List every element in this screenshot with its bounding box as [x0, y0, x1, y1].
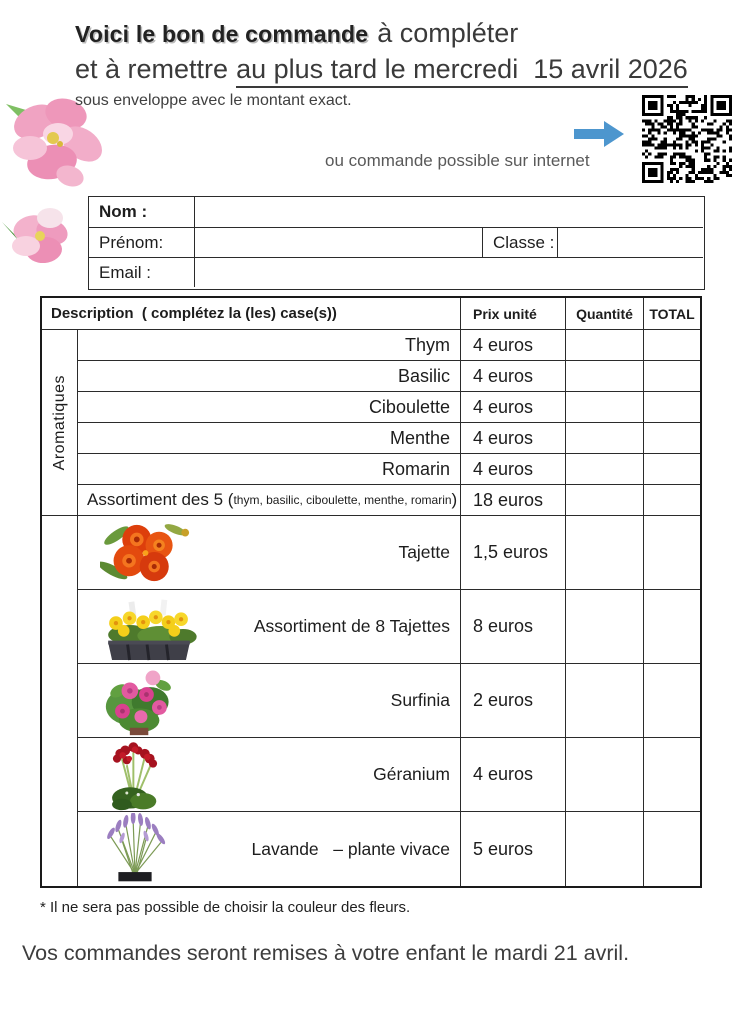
product-row	[77, 663, 460, 737]
product-price: 1,5 euros	[460, 515, 565, 589]
product-name: Thym	[77, 329, 460, 360]
order-table	[40, 296, 702, 888]
quantity-cell	[565, 811, 643, 886]
lavender-image	[100, 813, 170, 885]
product-price: 4 euros	[460, 329, 565, 360]
assortment-name-detail: thym, basilic, ciboulette, menthe, romarin	[233, 493, 452, 507]
right-arrow-icon	[574, 120, 624, 148]
document-title	[75, 18, 720, 110]
pink-surfinia-image	[100, 665, 180, 737]
total-cell	[643, 811, 700, 886]
quantity-cell	[565, 589, 643, 663]
assortment-name-close: )	[451, 490, 458, 509]
total-cell	[643, 360, 700, 391]
product-price: 4 euros	[460, 360, 565, 391]
quantity-cell	[565, 391, 643, 422]
assortment-name-main: Assortiment des 5 (	[87, 490, 234, 509]
quantity-cell	[565, 422, 643, 453]
title-rest-text: à compléter	[377, 18, 519, 48]
product-row	[77, 589, 460, 663]
quantity-cell	[565, 737, 643, 811]
product-price: 8 euros	[460, 589, 565, 663]
title-line-2	[75, 54, 720, 85]
aromatiques-label: Aromatiques	[50, 374, 68, 471]
product-price: 4 euros	[460, 391, 565, 422]
category-cell-empty	[42, 515, 77, 886]
assortment-name	[77, 484, 460, 515]
total-cell	[643, 391, 700, 422]
deadline-underlined-text: au plus tard le mercredi 15 avril 2026	[236, 54, 688, 88]
product-row	[77, 811, 460, 886]
prenom-field	[194, 227, 482, 257]
product-price: 18 euros	[460, 484, 565, 515]
email-field	[194, 257, 703, 287]
title-line-3: sous enveloppe avec le montant exact.	[75, 92, 352, 109]
nom-field	[194, 197, 703, 227]
quantity-cell	[565, 663, 643, 737]
internet-order-note: ou commande possible sur internet	[325, 151, 590, 170]
prenom-label: Prénom:	[89, 227, 194, 257]
product-name: Romarin	[77, 453, 460, 484]
product-price: 2 euros	[460, 663, 565, 737]
total-cell	[643, 737, 700, 811]
quantity-cell	[565, 515, 643, 589]
product-name: Lavande – plante vivace	[251, 838, 450, 859]
tajette-tray-image	[100, 592, 198, 662]
total-cell	[643, 453, 700, 484]
identity-table	[88, 196, 705, 290]
product-row	[77, 515, 460, 589]
total-cell	[643, 329, 700, 360]
email-label: Email :	[89, 257, 194, 287]
product-name: Assortiment de 8 Tajettes	[253, 616, 450, 636]
quantity-header: Quantité	[565, 298, 643, 329]
title-line-1	[75, 18, 720, 49]
total-header: TOTAL	[643, 298, 700, 329]
classe-label: Classe :	[482, 227, 557, 257]
delivery-note: Vos commandes seront remises à votre enfant le mardi 21 avril.	[22, 941, 630, 965]
qr-code	[642, 95, 732, 183]
color-choice-note: * Il ne sera pas possible de choisir la couleur des fleurs.	[40, 899, 411, 916]
title-line2-prefix: et à remettre	[75, 54, 229, 84]
product-name: Géranium	[373, 764, 450, 784]
product-name: Surfinia	[390, 690, 450, 710]
quantity-cell	[565, 484, 643, 515]
product-price: 4 euros	[460, 422, 565, 453]
pink-blossom-bottom	[2, 208, 71, 265]
total-cell	[643, 589, 700, 663]
product-price: 4 euros	[460, 453, 565, 484]
product-price: 4 euros	[460, 737, 565, 811]
total-cell	[643, 515, 700, 589]
nom-label: Nom :	[99, 202, 148, 221]
title-bold-text: Voici le bon de commande	[75, 21, 369, 47]
unit-price-header: Prix unité	[460, 298, 565, 329]
category-cell	[42, 329, 77, 515]
total-cell	[643, 484, 700, 515]
orange-tajette-image	[100, 518, 192, 588]
product-row	[77, 737, 460, 811]
total-cell	[643, 663, 700, 737]
total-cell	[643, 422, 700, 453]
quantity-cell	[565, 329, 643, 360]
product-name: Basilic	[77, 360, 460, 391]
quantity-cell	[565, 360, 643, 391]
product-name: Menthe	[77, 422, 460, 453]
red-geranium-image	[100, 739, 170, 811]
classe-field	[557, 227, 703, 257]
description-header: Description ( complétez la (les) case(s))	[51, 305, 337, 322]
product-name: Tajette	[398, 542, 450, 562]
product-name: Ciboulette	[77, 391, 460, 422]
quantity-cell	[565, 453, 643, 484]
product-price: 5 euros	[460, 811, 565, 886]
